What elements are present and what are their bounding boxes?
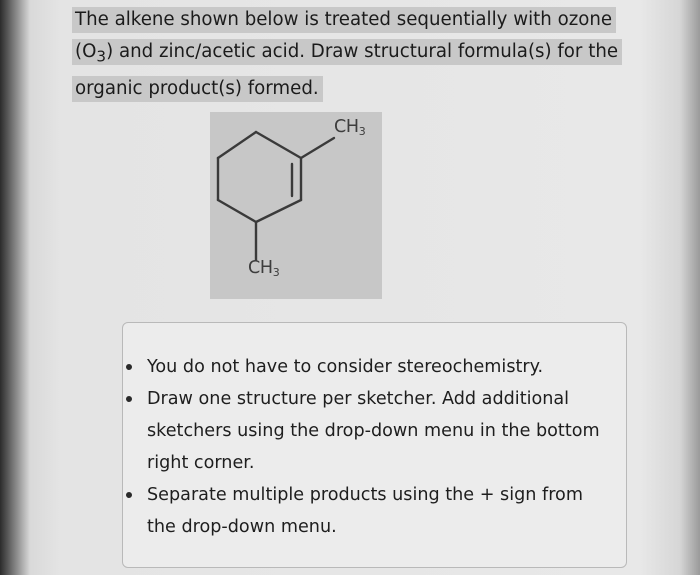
ring-bond: [256, 200, 301, 222]
bullet-icon: [126, 492, 132, 498]
instruction-text: Separate multiple products using the + sign from the drop-down menu.: [147, 485, 583, 537]
instructions-box: [122, 322, 627, 568]
question-line-2: $(O_3)$ and zinc/acetic acid. Draw structural formula(s) for the: [72, 39, 622, 65]
ring-bond: [256, 132, 301, 158]
methyl-label-top-text: $CH_3$: [334, 117, 366, 138]
bullet-icon: [126, 396, 132, 402]
methyl-bond-top: [301, 138, 334, 158]
alkene-structure-image: [210, 112, 382, 299]
instruction-text: You do not have to consider stereochemistry.: [147, 357, 544, 377]
question-text: [72, 4, 632, 105]
question-line-1: The alkene shown below is treated sequentially with ozone: [72, 7, 616, 33]
instruction-text: Draw one structure per sketcher. Add additional sketchers using the drop-down menu in the bottom right corner.: [147, 389, 600, 473]
instruction-item: [147, 479, 617, 543]
instructions-list: [147, 351, 617, 543]
alkene-structure-drawing: [210, 112, 382, 299]
methyl-label-top: [334, 117, 365, 138]
question-line-3: organic product(s) formed.: [72, 76, 323, 102]
ring-bond: [218, 132, 256, 158]
methyl-label-bottom: [248, 258, 279, 279]
instruction-item: [147, 383, 617, 479]
bullet-icon: [126, 364, 132, 370]
instruction-item: [147, 351, 617, 383]
methyl-label-bottom-text: $CH_3$: [248, 258, 280, 279]
ring-bond: [218, 200, 256, 222]
